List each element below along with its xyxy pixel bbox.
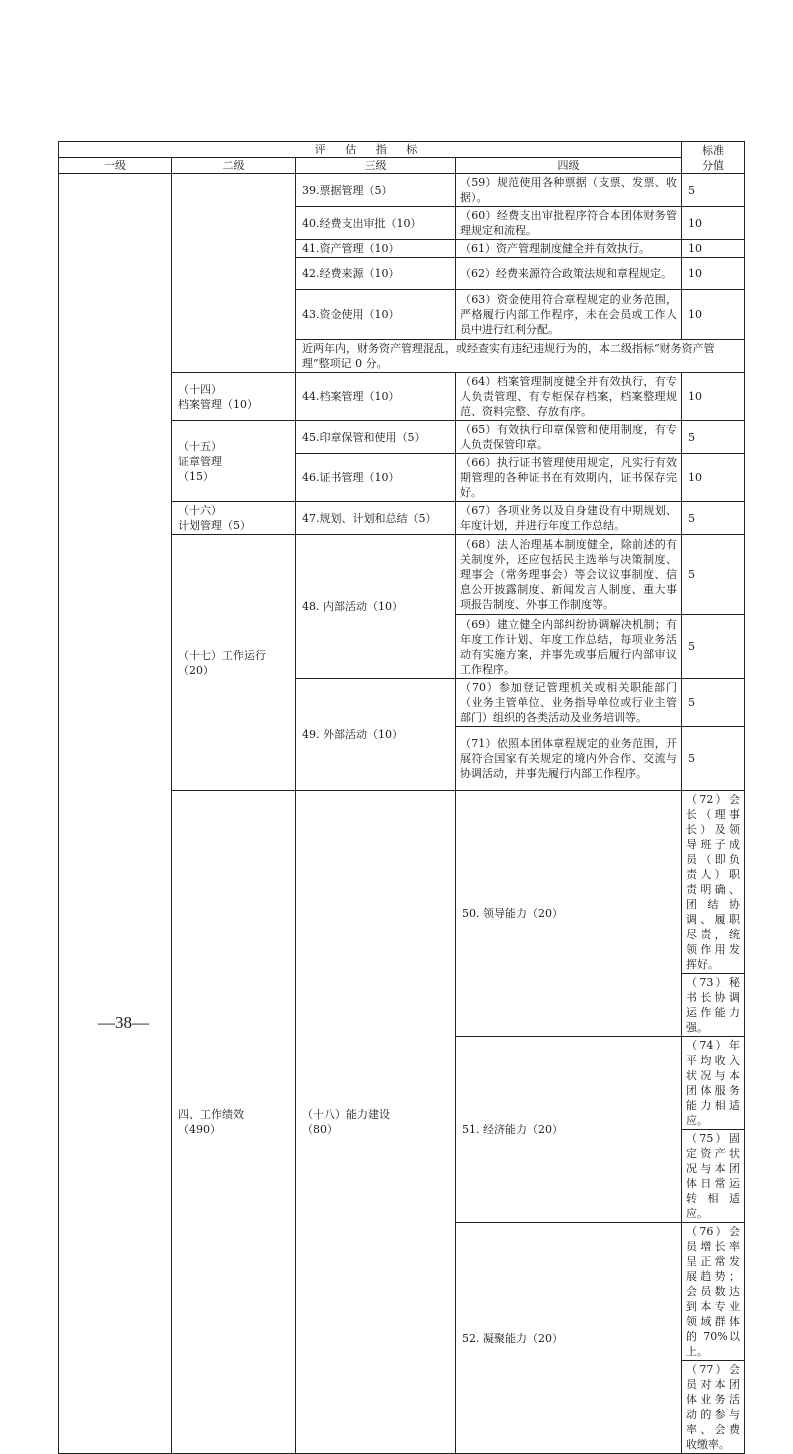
level4-item-76: （76）会员增长率呈正常发展趋势；会员数达到本专业领域群体的 70%以上。 xyxy=(682,1223,745,1361)
level4-item-63: （63）资金使用符合章程规定的业务范围，严格履行内部工作程序，未在会员或工作人员中进行红利分配。 xyxy=(456,290,682,340)
level2-cell-finance-continued xyxy=(172,174,296,373)
level4-item-68: （68）法人治理基本制度健全，除前述的有关制度外，还应包括民主选举与决策制度、理事会（常务理事会）等会议议事制度、信息公开披露制度、新闻发言人制度、重大事项报告制度、外事工作制度等。 xyxy=(456,535,682,615)
finance-deduction-note: 近两年内，财务资产管理混乱，或经查实有违纪违规行为的，本二级指标“财务资产管理”整项记 0 分。 xyxy=(296,340,745,373)
level2-group-17 xyxy=(172,535,296,791)
level2-group-15-name: 证章管理 xyxy=(178,454,222,468)
score-69: 5 xyxy=(682,615,745,679)
level4-item-59: （59）规范使用各种票据（支票、发票、收据）。 xyxy=(456,174,682,207)
level2-group-14-name: 档案管理（10） xyxy=(178,397,258,411)
level4-item-62: （62）经费来源符合政策法规和章程规定。 xyxy=(456,258,682,290)
score-65: 5 xyxy=(682,421,745,454)
level4-item-60: （60）经费支出审批程序符合本团体财务管理规定和流程。 xyxy=(456,207,682,240)
level2-group-16 xyxy=(172,502,296,535)
level4-item-73: （73）秘书长协调运作能力强。 xyxy=(682,974,745,1037)
page-number: —38— xyxy=(98,1013,149,1032)
score-70: 5 xyxy=(682,679,745,727)
level2-group-15-number: （十五） xyxy=(178,439,222,453)
level4-item-77: （77）会员对本团体业务活动的参与率、会费收缴率。 xyxy=(682,1361,745,1454)
score-63: 10 xyxy=(682,290,745,340)
level2-group-16-number: （十六） xyxy=(178,504,222,517)
level3-item-49: 49. 外部活动（10） xyxy=(296,679,456,791)
score-59: 5 xyxy=(682,174,745,207)
col-header-level4: 四级 xyxy=(456,158,682,174)
score-68: 5 xyxy=(682,535,745,615)
level4-item-69: （69）建立健全内部纠纷协调解决机制；有年度工作计划、年度工作总结，每项业务活动有实施方案，并事先或事后履行内部审议工作程序。 xyxy=(456,615,682,679)
level3-item-47: 47.规划、计划和总结（5） xyxy=(296,502,456,535)
level4-item-61: （61）资产管理制度健全并有效执行。 xyxy=(456,240,682,258)
level3-item-39: 39.票据管理（5） xyxy=(296,174,456,207)
level3-item-48: 48. 内部活动（10） xyxy=(296,535,456,679)
score-71: 5 xyxy=(682,727,745,791)
score-header-line1: 标准 xyxy=(702,143,724,157)
score-header xyxy=(682,142,745,174)
level2-group-18-name: （十八）能力建设 xyxy=(302,1108,390,1121)
score-60: 10 xyxy=(682,207,745,240)
level4-item-65: （65）有效执行印章保管和使用制度，有专人负责保管印章。 xyxy=(456,421,682,454)
level4-item-75: （75）固定资产状况与本团体日常运转相适应。 xyxy=(682,1130,745,1223)
table-title-cell xyxy=(59,142,682,158)
level1-group-4 xyxy=(172,791,296,1454)
level4-item-67: （67）各项业务以及自身建设有中期规划、年度计划，并进行年度工作总结。 xyxy=(456,502,682,535)
score-62: 10 xyxy=(682,258,745,290)
level3-item-46: 46.证书管理（10） xyxy=(296,454,456,502)
level3-item-40: 40.经费支出审批（10） xyxy=(296,207,456,240)
level3-item-44: 44.档案管理（10） xyxy=(296,373,456,421)
score-header-line2: 分值 xyxy=(702,158,724,172)
level1-group-4-name: 四、工作绩效 xyxy=(178,1108,244,1121)
level3-item-45: 45.印章保管和使用（5） xyxy=(296,421,456,454)
table-title: 评 估 指 标 xyxy=(314,143,426,156)
level3-item-43: 43.资金使用（10） xyxy=(296,290,456,340)
level3-item-52: 52. 凝聚能力（20） xyxy=(456,1223,682,1454)
level1-cell-continued xyxy=(59,174,172,1454)
level4-item-66: （66）执行证书管理使用规定，凡实行有效期管理的各种证书在有效期内，证书保存完好。 xyxy=(456,454,682,502)
level2-group-16-name: 计划管理（5） xyxy=(178,519,251,532)
level1-group-4-score: （490） xyxy=(178,1123,221,1136)
level3-item-50: 50. 领导能力（20） xyxy=(456,791,682,1037)
score-66: 10 xyxy=(682,454,745,502)
level4-item-70: （70）参加登记管理机关或相关职能部门（业务主管单位、业务指导单位或行业主管部门）组织的各类活动及业务培训等。 xyxy=(456,679,682,727)
level4-item-71: （71）依照本团体章程规定的业务范围，开展符合国家有关规定的境内外合作、交流与协调活动，并事先履行内部工作程序。 xyxy=(456,727,682,791)
score-64: 10 xyxy=(682,373,745,421)
level4-item-74: （74）年平均收入状况与本团体服务能力相适应。 xyxy=(682,1037,745,1130)
level3-item-51: 51. 经济能力（20） xyxy=(456,1037,682,1223)
evaluation-indicator-table xyxy=(58,141,745,1454)
score-67: 5 xyxy=(682,502,745,535)
level3-item-41: 41.资产管理（10） xyxy=(296,240,456,258)
score-61: 10 xyxy=(682,240,745,258)
level2-group-17-score: （20） xyxy=(178,663,214,677)
level2-group-15-score: （15） xyxy=(178,469,214,483)
evaluation-table-container xyxy=(58,141,744,1454)
level3-item-42: 42.经费来源（10） xyxy=(296,258,456,290)
level2-group-18-score: （80） xyxy=(302,1123,338,1136)
level2-group-17-name: （十七）工作运行 xyxy=(178,648,266,662)
level4-item-72: （72）会长（理事长）及领导班子成员（即负责人）职责明确、团结协调、履职尽责，统领作用发挥好。 xyxy=(682,791,745,974)
level2-group-14-number: （十四） xyxy=(178,382,222,396)
level2-group-18 xyxy=(296,791,456,1454)
col-header-level2: 二级 xyxy=(172,158,296,174)
col-header-level1: 一级 xyxy=(59,158,172,174)
level4-item-64: （64）档案管理制度健全并有效执行，有专人负责管理、有专柜保存档案，档案整理规范、资料完整、存放有序。 xyxy=(456,373,682,421)
level2-group-15 xyxy=(172,421,296,502)
col-header-level3: 三级 xyxy=(296,158,456,174)
level2-group-14 xyxy=(172,373,296,421)
